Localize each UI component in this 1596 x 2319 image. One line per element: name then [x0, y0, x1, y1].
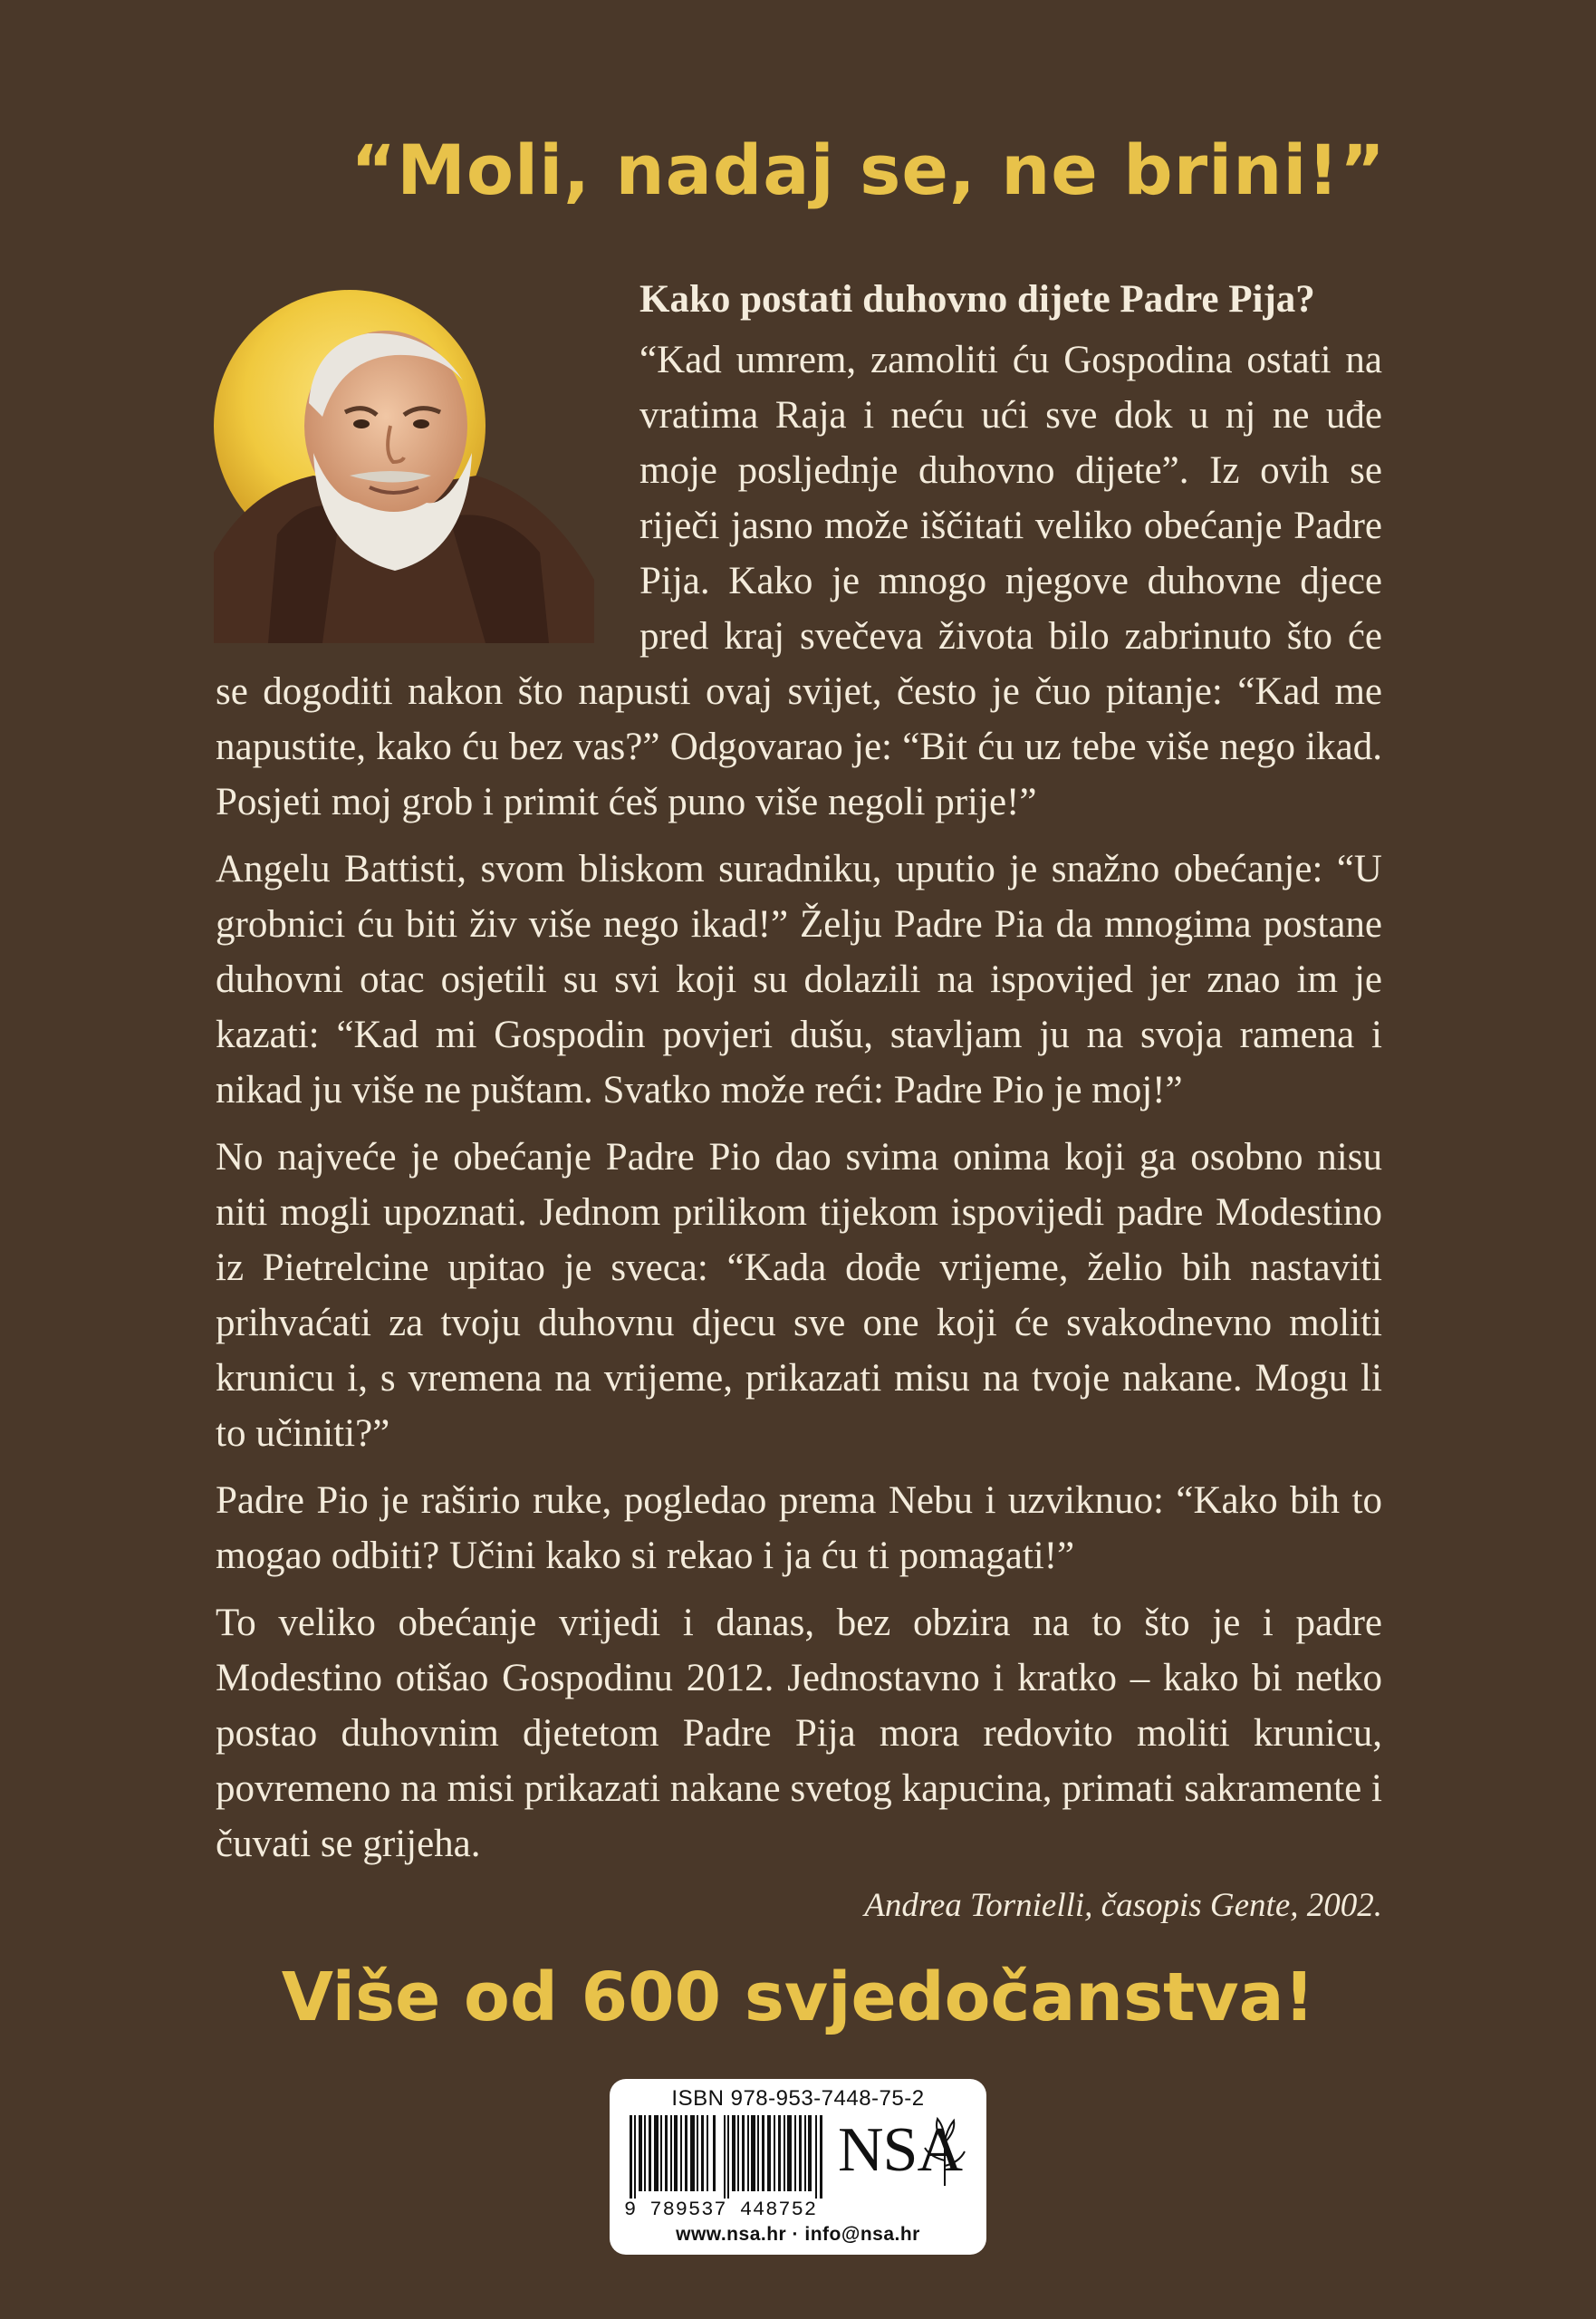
headline: “Moli, nadaj se, ne brini!”: [351, 130, 1386, 210]
lily-icon: [918, 2115, 972, 2188]
paragraph-2: Angelu Battisti, svom bliskom suradniku, uputio je snažno obećanje: “U grobnici ću biti živ više nego ikad!” Želju Padre Pia da mnogima postane duhovni otac osjetili su svi koji su dolazili na ispovijed jer znao im je kazati: “Kad mi Gospodin povjeri dušu, stavljam ju na svoja ramena i nikad ju više ne puštam. Svatko može reći: Padre Pio je moj!”: [216, 848, 1382, 1111]
isbn: ISBN 978-953-7448-75-2: [671, 2086, 925, 2111]
section-question: Kako postati duhovno dijete Padre Pija?: [639, 278, 1315, 321]
website-contact: www.nsa.hr · info@nsa.hr: [676, 2224, 920, 2245]
body-text: [216, 272, 1382, 1929]
footer-title: Više od 600 svjedočanstva!: [281, 1958, 1315, 2036]
nsa-logo: NSA: [838, 2115, 963, 2185]
paragraph-3: No najveće je obećanje Padre Pio dao svima onima koji ga osobno nisu niti mogli upoznati. Jednom prilikom tijekom ispovijedi padre Modestino iz Pietrelcine upitao je sveca: “Kada dođe vrijeme, želio bih nastaviti prihvaćati za tvoju duhovnu djecu sve one koji će svakodnevno moliti krunicu i, s vremena na vrijeme, prikazati misu na tvoje nakane. Mogu li to učiniti?”: [216, 1136, 1382, 1455]
barcode-digits: 9 789537 448752: [624, 2199, 818, 2221]
credit: Andrea Tornielli, časopis Gente, 2002.: [864, 1887, 1382, 1924]
barcode-icon: [630, 2115, 829, 2199]
barcode-box: [610, 2079, 986, 2255]
paragraph-1: “Kad umrem, zamoliti ću Gospodina ostati na vratima Raja i neću ući sve dok u nj ne uđe moje posljednje duhovno dijete”. Iz ovih se riječi jasno može iščitati veliko obećanje Padre Pija. Kako je mnogo njegove duhovne djece pred kraj svečeva života bilo zabrinuto što će se dogoditi nakon što napusti ovaj svijet, često je čuo pitanje: “Kad me napustite, kako ću bez vas?” Odgovarao je: “Bit ću uz tebe više nego ikad. Posjeti moj grob i primit ćeš puno više negoli prije!”: [216, 339, 1382, 823]
paragraph-5: To veliko obećanje vrijedi i danas, bez obzira na to što je i padre Modestino otišao Gospodinu 2012. Jednostavno i kratko – kako bi netko postao duhovnim djetetom Padre Pija mora redovito moliti krunicu, povremeno na misi prikazati nakane svetog kapucina, primati sakramente i čuvati se grijeha.: [216, 1602, 1382, 1865]
paragraph-4: Padre Pio je raširio ruke, pogledao prema Nebu i uzviknuo: “Kako bih to mogao odbiti? Učini kako si rekao i ja ću ti pomagati!”: [216, 1479, 1382, 1577]
